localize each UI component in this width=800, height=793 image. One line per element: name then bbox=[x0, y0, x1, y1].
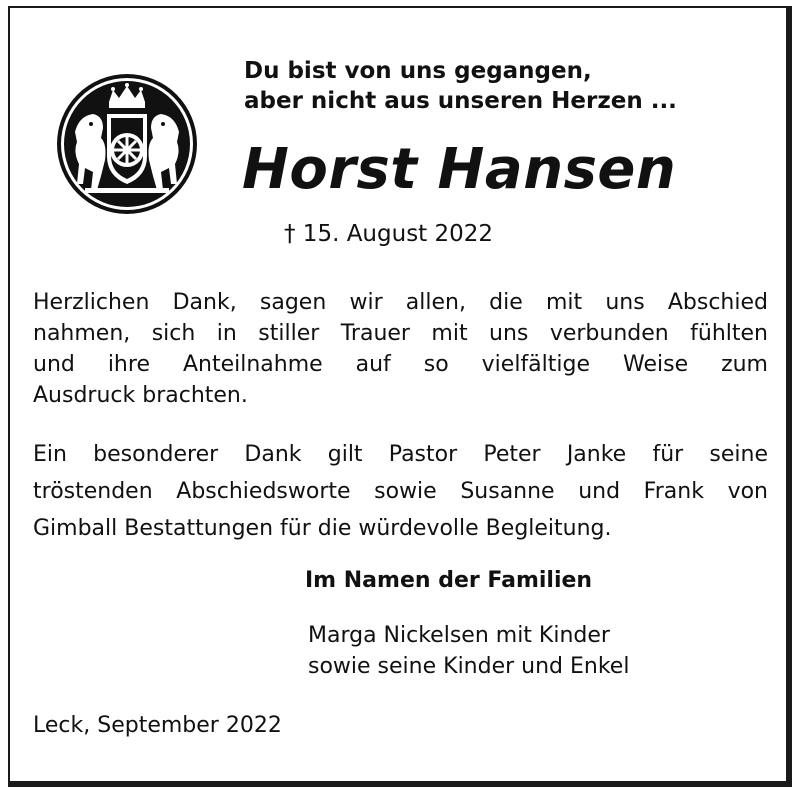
family-heading: Im Namen der Familien bbox=[305, 568, 593, 593]
thanks-paragraph bbox=[33, 287, 768, 411]
paragraph-line: und ihre Anteilnahme auf so vielfältige Weise zum bbox=[33, 352, 768, 377]
coat-of-arms-icon bbox=[55, 72, 199, 216]
paragraph-line: Gimball Bestattungen für die würdevolle Begleitung. bbox=[33, 516, 612, 541]
deceased-name: Horst Hansen bbox=[242, 137, 677, 202]
motto bbox=[244, 56, 677, 116]
death-date: † 15. August 2022 bbox=[284, 221, 494, 247]
family-names bbox=[308, 620, 629, 682]
family-line: Marga Nickelsen mit Kinder bbox=[308, 623, 610, 648]
paragraph-line: nahmen, sich in stiller Trauer mit uns verbunden fühlten bbox=[33, 321, 768, 346]
paragraph-line: tröstenden Abschiedsworte sowie Susanne und Frank von bbox=[33, 479, 768, 504]
family-line: sowie seine Kinder und Enkel bbox=[308, 654, 630, 679]
special-thanks-paragraph bbox=[33, 436, 768, 547]
paragraph-line: Ausdruck brachten. bbox=[33, 383, 248, 408]
motto-line: aber nicht aus unseren Herzen ... bbox=[244, 88, 677, 114]
place-date: Leck, September 2022 bbox=[33, 713, 282, 738]
paragraph-line: Ein besonderer Dank gilt Pastor Peter Janke für seine bbox=[33, 442, 768, 467]
paragraph-line: Herzlichen Dank, sagen wir allen, die mit uns Abschied bbox=[33, 290, 768, 315]
motto-line: Du bist von uns gegangen, bbox=[244, 58, 592, 84]
